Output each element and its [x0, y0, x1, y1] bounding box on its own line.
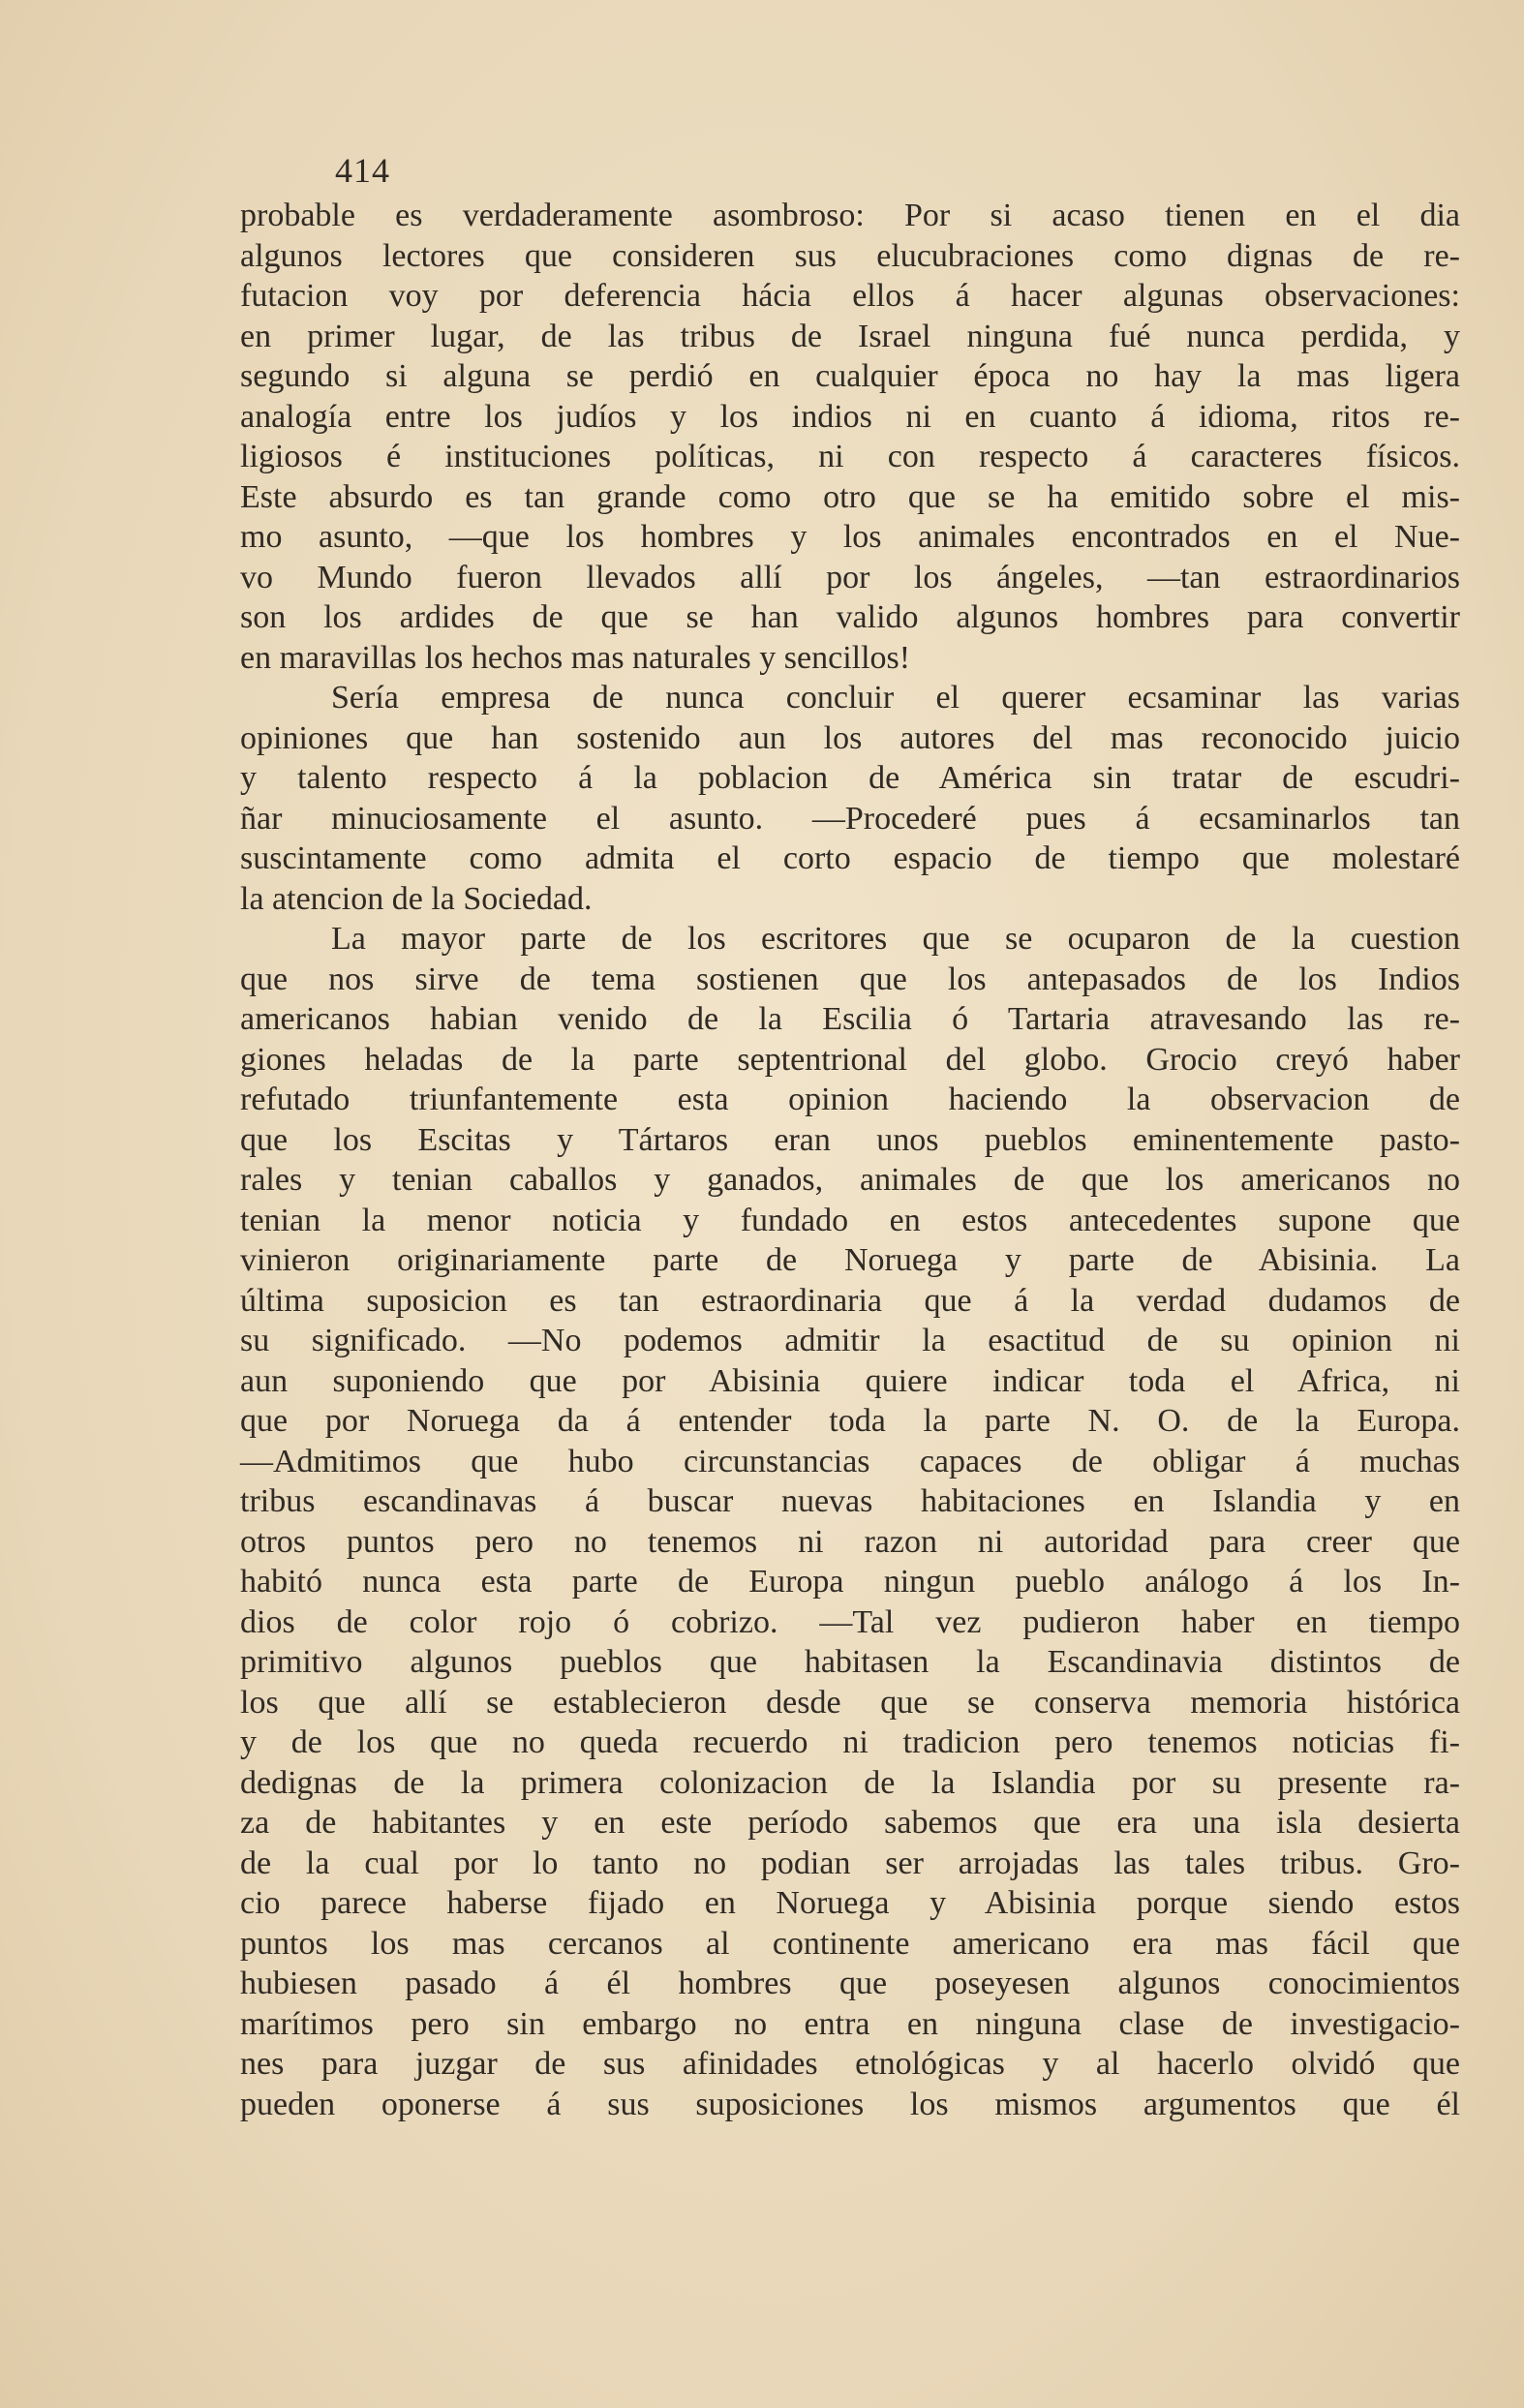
- text-line: pueden oponerse á sus suposiciones los mismos argumentos que él: [240, 2086, 1460, 2122]
- text-line: que por Noruega da á entender toda la parte N. O. de la Europa.: [240, 1403, 1460, 1439]
- body-text: [240, 196, 1460, 2124]
- text-line: refutado triunfantemente esta opinion haciendo la observacion de: [240, 1082, 1460, 1117]
- text-line: segundo si alguna se perdió en cualquier época no hay la mas ligera: [240, 358, 1460, 394]
- text-line: su significado. —No podemos admitir la esactitud de su opinion ni: [240, 1323, 1460, 1358]
- text-line: vinieron originariamente parte de Noruega y parte de Abisinia. La: [240, 1242, 1460, 1278]
- text-line: en maravillas los hechos mas naturales y sencillos!: [240, 639, 911, 676]
- text-line: ñar minuciosamente el asunto. —Procederé pues á ecsaminarlos tan: [240, 800, 1460, 837]
- text-line: puntos los mas cercanos al continente americano era mas fácil que: [240, 1925, 1460, 1962]
- text-line: los que allí se establecieron desde que se conserva memoria histórica: [240, 1684, 1460, 1721]
- text-line: aun suponiendo que por Abisinia quiere indicar toda el Africa, ni: [240, 1362, 1460, 1399]
- text-line: dios de color rojo ó cobrizo. —Tal vez pudieron haber en tiempo: [240, 1603, 1460, 1640]
- text-line: tribus escandinavas á buscar nuevas habitaciones en Islandia y en: [240, 1483, 1460, 1519]
- text-line: suscintamente como admita el corto espacio de tiempo que molestaré: [240, 840, 1460, 876]
- text-line: nes para juzgar de sus afinidades etnológicas y al hacerlo olvidó que: [240, 2046, 1460, 2082]
- text-line: hubiesen pasado á él hombres que poseyesen algunos conocimientos: [240, 1966, 1460, 2001]
- text-line: habitó nunca esta parte de Europa ningun pueblo análogo á los In-: [240, 1564, 1460, 1600]
- text-line: rales y tenian caballos y ganados, animales de que los americanos no: [240, 1162, 1460, 1198]
- text-line: la atencion de la Sociedad.: [240, 880, 593, 917]
- text-line: y de los que no queda recuerdo ni tradicion pero tenemos noticias fi-: [240, 1724, 1460, 1760]
- book-page: [240, 151, 1460, 2124]
- text-line: otros puntos pero no tenemos ni razon ni autoridad para creer que: [240, 1523, 1460, 1560]
- text-line: Sería empresa de nunca concluir el querer ecsaminar las varias: [331, 680, 1460, 716]
- text-line: futacion voy por deferencia hácia ellos á hacer algunas observaciones:: [240, 278, 1460, 314]
- text-line: Este absurdo es tan grande como otro que se ha emitido sobre el mis-: [240, 478, 1460, 515]
- text-line: analogía entre los judíos y los indios ni en cuanto á idioma, ritos re-: [240, 398, 1460, 435]
- text-line: mo asunto, —que los hombres y los animales encontrados en el Nue-: [240, 519, 1460, 555]
- text-line: cio parece haberse fijado en Noruega y Abisinia porque siendo estos: [240, 1885, 1460, 1921]
- text-line: vo Mundo fueron llevados allí por los ángeles, —tan estraordinarios: [240, 559, 1460, 595]
- text-line: ligiosos é instituciones políticas, ni con respecto á caracteres físicos.: [240, 439, 1460, 474]
- text-line: La mayor parte de los escritores que se ocuparon de la cuestion: [331, 921, 1460, 957]
- text-line: en primer lugar, de las tribus de Israel ninguna fué nunca perdida, y: [240, 318, 1460, 354]
- text-line: dedignas de la primera colonizacion de la Islandia por su presente ra-: [240, 1764, 1460, 1801]
- page-number: 414: [335, 151, 390, 190]
- text-line: última suposicion es tan estraordinaria que á la verdad dudamos de: [240, 1282, 1460, 1319]
- text-line: marítimos pero sin embargo no entra en ninguna clase de investigacio-: [240, 2005, 1460, 2042]
- text-line: primitivo algunos pueblos que habitasen la Escandinavia distintos de: [240, 1644, 1460, 1680]
- text-line: que nos sirve de tema sostienen que los antepasados de los Indios: [240, 960, 1460, 997]
- text-line: —Admitimos que hubo circunstancias capaces de obligar á muchas: [240, 1443, 1460, 1479]
- text-line: giones heladas de la parte septentrional del globo. Grocio creyó haber: [240, 1041, 1460, 1078]
- text-line: son los ardides de que se han valido algunos hombres para convertir: [240, 599, 1460, 635]
- text-line: y talento respecto á la poblacion de América sin tratar de escudri-: [240, 760, 1460, 796]
- text-line: algunos lectores que consideren sus elucubraciones como dignas de re-: [240, 237, 1460, 274]
- text-line: que los Escitas y Tártaros eran unos pueblos eminentemente pasto-: [240, 1121, 1460, 1158]
- text-line: opiniones que han sostenido aun los autores del mas reconocido juicio: [240, 719, 1460, 756]
- text-line: americanos habian venido de la Escilia ó Tartaria atravesando las re-: [240, 1001, 1460, 1037]
- text-line: tenian la menor noticia y fundado en estos antecedentes supone que: [240, 1202, 1460, 1238]
- text-line: de la cual por lo tanto no podian ser arrojadas las tales tribus. Gro-: [240, 1844, 1460, 1881]
- text-line: probable es verdaderamente asombroso: Por si acaso tienen en el dia: [240, 198, 1460, 233]
- text-line: za de habitantes y en este período sabemos que era una isla desierta: [240, 1805, 1460, 1841]
